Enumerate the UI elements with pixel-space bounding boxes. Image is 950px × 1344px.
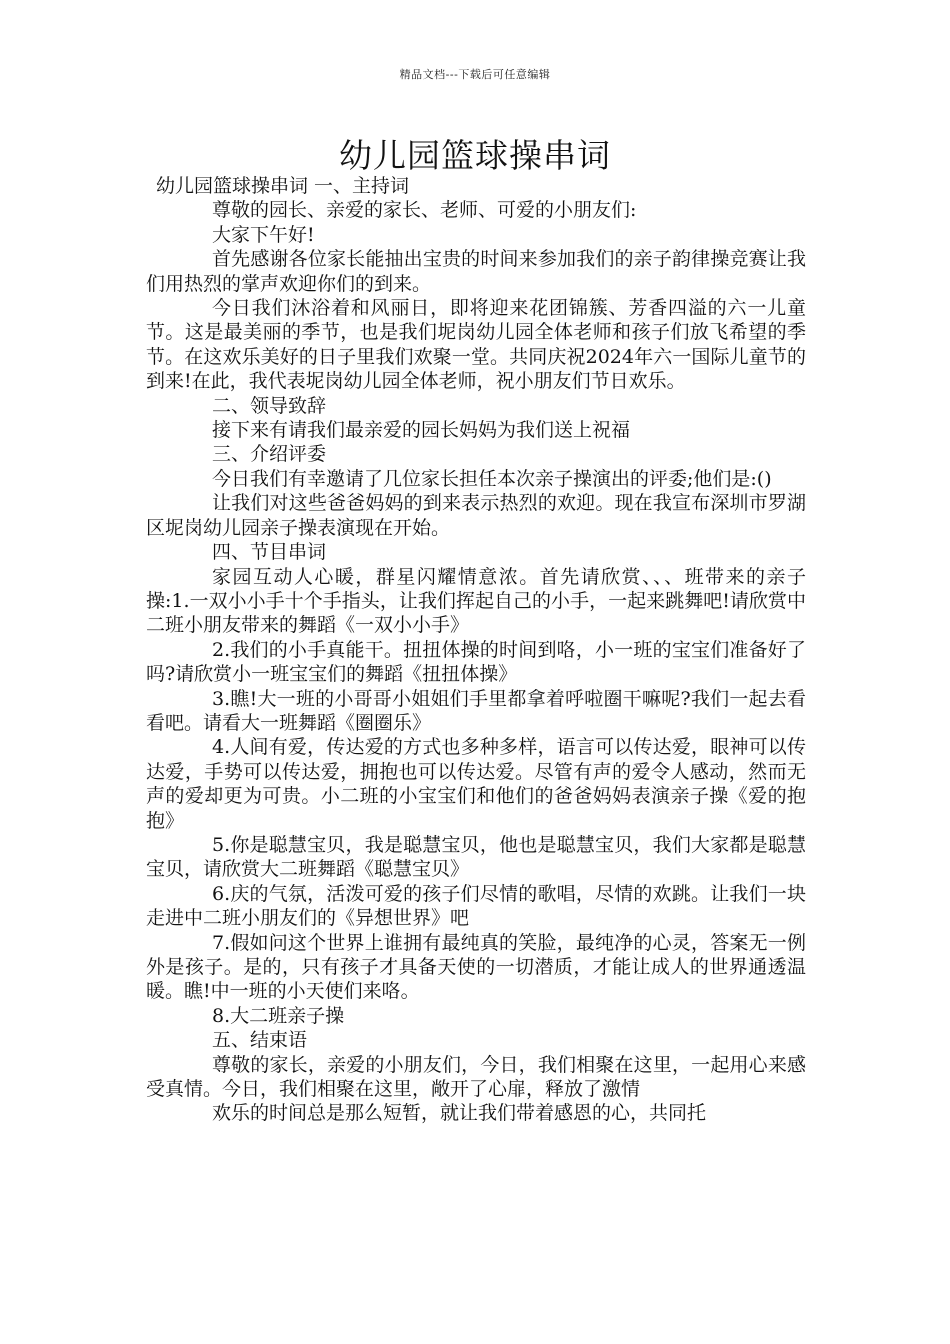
- paragraph: 2.我们的小手真能干。扭扭体操的时间到咯，小一班的宝宝们准备好了吗?请欣赏小一班宝宝们的舞蹈《扭扭体操》: [146, 638, 806, 686]
- section-heading: 四、节目串词: [212, 541, 327, 564]
- document-title: 幼儿园篮球操串词: [339, 136, 611, 175]
- paragraph: 接下来有请我们最亲爱的园长妈妈为我们送上祝福: [212, 419, 631, 442]
- paragraph: 8.大二班亲子操: [212, 1004, 345, 1027]
- paragraph: 大家下午好!: [212, 223, 315, 246]
- paragraph: 6.庆的气氛，活泼可爱的孩子们尽情的歌唱，尽情的欢跳。让我们一块走进中二班小朋友们的《异想世界》吧: [146, 882, 806, 930]
- section-heading: 二、领导致辞: [212, 394, 327, 417]
- section-heading: 五、结束语: [212, 1029, 308, 1052]
- paragraph: 7.假如问这个世界上谁拥有最纯真的笑脸，最纯净的心灵，答案无一例外是孩子。是的，只有孩子才具备天使的一切潜质，才能让成人的世界通透温暖。瞧!中一班的小天使们来咯。: [146, 931, 806, 1003]
- paragraph: 今日我们有幸邀请了几位家长担任本次亲子操演出的评委;他们是:(): [212, 467, 772, 490]
- paragraph: 幼儿园篮球操串词 一、主持词: [156, 175, 410, 197]
- paragraph: 首先感谢各位家长能抽出宝贵的时间来参加我们的亲子韵律操竞赛让我们用热烈的掌声欢迎你们的到来。: [146, 248, 806, 295]
- paragraph: 5.你是聪慧宝贝，我是聪慧宝贝，他也是聪慧宝贝，我们大家都是聪慧宝贝，请欣赏大二班舞蹈《聪慧宝贝》: [146, 833, 806, 881]
- paragraph: 4.人间有爱，传达爱的方式也多种多样，语言可以传达爱，眼神可以传达爱，手势可以传达爱，拥抱也可以传达爱。尽管有声的爱令人感动，然而无声的爱却更为可贵。小二班的小宝宝们和他们的爸爸妈妈表演亲子操《爱的抱抱》: [146, 736, 806, 832]
- paragraph: 3.瞧!大一班的小哥哥小姐姐们手里都拿着呼啦圈干嘛呢?我们一起去看看吧。请看大一班舞蹈《圈圈乐》: [146, 687, 806, 734]
- document-body: [146, 174, 806, 1126]
- paragraph: 今日我们沐浴着和风丽日，即将迎来花团锦簇、芳香四溢的六一儿童节。这是最美丽的季节，也是我们坭岗幼儿园全体老师和孩子们放飞希望的季节。在这欢乐美好的日子里我们欢聚一堂。共同庆祝2024年六一国际儿童节的到来!在此，我代表坭岗幼儿园全体老师，祝小朋友们节日欢乐。: [146, 297, 806, 393]
- paragraph: 让我们对这些爸爸妈妈的到来表示热烈的欢迎。现在我宣布深圳市罗湖区坭岗幼儿园亲子操表演现在开始。: [146, 492, 806, 539]
- paragraph: 尊敬的园长、亲爱的家长、老师、可爱的小朋友们:: [212, 199, 637, 222]
- section-heading: 三、介绍评委: [212, 443, 327, 466]
- header-note: 精品文档---下载后可任意编辑: [399, 68, 551, 81]
- paragraph: 尊敬的家长，亲爱的小朋友们，今日，我们相聚在这里，一起用心来感受真情。今日，我们相聚在这里，敞开了心扉，释放了激情: [146, 1053, 806, 1101]
- paragraph: 家园互动人心暖，群星闪耀情意浓。首先请欣赏、、、班带来的亲子操:1.一双小小手十个手指头，让我们挥起自己的小手，一起来跳舞吧!请欣赏中二班小朋友带来的舞蹈《一双小小手》: [146, 565, 806, 637]
- paragraph: 欢乐的时间总是那么短暂，就让我们带着感恩的心，共同托: [212, 1102, 707, 1125]
